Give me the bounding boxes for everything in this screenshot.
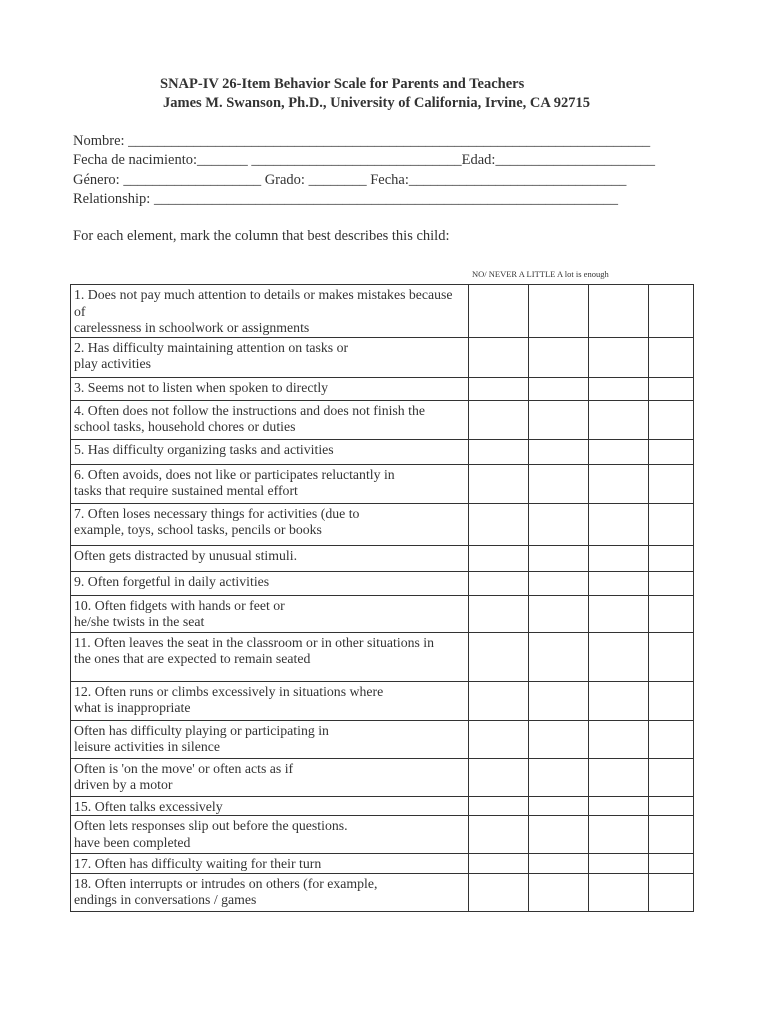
respondent-fields <box>73 132 693 209</box>
rating-cell[interactable] <box>589 571 649 595</box>
rating-cell[interactable] <box>469 595 529 632</box>
table-row <box>71 796 694 816</box>
field-relationship[interactable]: Relationship: ________________________________________________________________ <box>73 190 618 207</box>
item-text <box>71 377 469 400</box>
item-line-1: 18. Often interrupts or intrudes on others (for example, <box>74 875 378 891</box>
item-line-1: 1. Does not pay much attention to details or makes mistakes because of <box>74 287 453 319</box>
rating-cell[interactable] <box>529 545 589 571</box>
table-row <box>71 545 694 571</box>
form-title <box>160 75 590 113</box>
item-line-1: 15. Often talks excessively <box>74 798 223 814</box>
rating-cell[interactable] <box>649 816 694 854</box>
rating-cell[interactable] <box>469 400 529 439</box>
rating-cell[interactable] <box>529 285 589 338</box>
title-line-1: SNAP-IV 26-Item Behavior Scale for Parents and Teachers <box>160 76 525 92</box>
behavior-scale-table <box>70 284 694 912</box>
rating-cell[interactable] <box>529 873 589 911</box>
rating-cell[interactable] <box>529 854 589 874</box>
rating-cell[interactable] <box>529 595 589 632</box>
rating-cell[interactable] <box>649 873 694 911</box>
table-row <box>71 816 694 854</box>
rating-cell[interactable] <box>649 337 694 377</box>
item-line-1: Often has difficulty playing or participating in <box>74 722 329 738</box>
item-text <box>71 758 469 796</box>
item-line-2: carelessness in schoolwork or assignments <box>74 320 310 335</box>
rating-cell[interactable] <box>589 595 649 632</box>
item-text <box>71 439 469 464</box>
rating-cell[interactable] <box>589 400 649 439</box>
rating-cell[interactable] <box>649 503 694 545</box>
rating-cell[interactable] <box>529 503 589 545</box>
table-row <box>71 439 694 464</box>
rating-cell[interactable] <box>589 816 649 854</box>
rating-cell[interactable] <box>469 439 529 464</box>
rating-cell[interactable] <box>469 796 529 816</box>
item-line-1: 7. Often loses necessary things for activities (due to <box>74 505 360 521</box>
item-line-2: leisure activities in silence <box>74 739 220 754</box>
rating-cell[interactable] <box>649 464 694 503</box>
table-row <box>71 337 694 377</box>
rating-cell[interactable] <box>589 854 649 874</box>
rating-cell[interactable] <box>529 681 589 720</box>
table-row <box>71 464 694 503</box>
rating-cell[interactable] <box>589 503 649 545</box>
rating-cell[interactable] <box>589 337 649 377</box>
rating-cell[interactable] <box>649 758 694 796</box>
rating-cell[interactable] <box>529 337 589 377</box>
table-row <box>71 758 694 796</box>
item-line-2: tasks that require sustained mental effort <box>74 483 298 498</box>
rating-cell[interactable] <box>529 571 589 595</box>
table-row <box>71 400 694 439</box>
rating-cell[interactable] <box>649 285 694 338</box>
rating-cell[interactable] <box>469 377 529 400</box>
item-text <box>71 796 469 816</box>
table-row <box>71 632 694 681</box>
rating-cell[interactable] <box>469 545 529 571</box>
item-line-1: 9. Often forgetful in daily activities <box>74 573 270 589</box>
item-line-1: Often lets responses slip out before the questions. <box>74 818 348 833</box>
table-row <box>71 285 694 338</box>
item-line-2: have been completed <box>74 834 191 850</box>
rating-cell[interactable] <box>529 439 589 464</box>
rating-cell[interactable] <box>589 464 649 503</box>
item-line-1: 10. Often fidgets with hands or feet or <box>74 597 285 613</box>
item-text <box>71 873 469 911</box>
rating-cell[interactable] <box>649 439 694 464</box>
rating-cell[interactable] <box>649 720 694 758</box>
rating-cell[interactable] <box>469 720 529 758</box>
table-row <box>71 720 694 758</box>
item-text <box>71 571 469 595</box>
rating-cell[interactable] <box>469 571 529 595</box>
field-name[interactable]: Nombre: ________________________________________________________________________ <box>73 133 651 149</box>
rating-cell[interactable] <box>589 632 649 681</box>
item-line-2: example, toys, school tasks, pencils or books <box>74 522 322 537</box>
item-line-2: school tasks, household chores or duties <box>74 419 296 434</box>
rating-cell[interactable] <box>649 796 694 816</box>
rating-cell[interactable] <box>649 377 694 400</box>
rating-cell[interactable] <box>529 400 589 439</box>
item-text <box>71 464 469 503</box>
column-headers: NO/ NEVER A LITTLE A lot is enough <box>472 269 609 279</box>
rating-cell[interactable] <box>529 632 589 681</box>
rating-cell[interactable] <box>469 758 529 796</box>
title-line-2: James M. Swanson, Ph.D., University of California, Irvine, CA 92715 <box>163 95 590 111</box>
item-line-1: Often is 'on the move' or often acts as if <box>74 760 294 776</box>
item-text <box>71 720 469 758</box>
rating-cell[interactable] <box>649 571 694 595</box>
rating-cell[interactable] <box>469 464 529 503</box>
rating-cell[interactable] <box>649 632 694 681</box>
rating-cell[interactable] <box>469 873 529 911</box>
item-text <box>71 337 469 377</box>
item-line-1: 12. Often runs or climbs excessively in situations where <box>74 683 384 699</box>
item-line-2: the ones that are expected to remain seated <box>74 651 311 666</box>
item-line-2: endings in conversations / games <box>74 892 257 907</box>
rating-cell[interactable] <box>469 854 529 874</box>
item-text <box>71 285 469 338</box>
rating-cell[interactable] <box>469 503 529 545</box>
table-row <box>71 377 694 400</box>
item-line-1: 17. Often has difficulty waiting for their turn <box>74 856 322 871</box>
rating-cell[interactable] <box>589 720 649 758</box>
rating-cell[interactable] <box>589 796 649 816</box>
item-text <box>71 400 469 439</box>
item-line-2: play activities <box>74 356 152 371</box>
item-line-1: Often gets distracted by unusual stimuli. <box>74 547 298 563</box>
item-text <box>71 503 469 545</box>
item-text <box>71 681 469 720</box>
item-line-1: 2. Has difficulty maintaining attention on tasks or <box>74 339 349 355</box>
item-line-1: 5. Has difficulty organizing tasks and activities <box>74 441 334 457</box>
rating-cell[interactable] <box>589 758 649 796</box>
item-text <box>71 816 469 854</box>
rating-cell[interactable] <box>529 464 589 503</box>
field-birthdate-age[interactable]: Fecha de nacimiento:_______ _____________________________Edad:______________________ <box>73 152 655 169</box>
rating-cell[interactable] <box>649 545 694 571</box>
table-row <box>71 854 694 874</box>
item-line-1: 6. Often avoids, does not like or participates reluctantly in <box>74 466 395 482</box>
item-line-1: 3. Seems not to listen when spoken to directly <box>74 379 329 395</box>
rating-cell[interactable] <box>649 595 694 632</box>
table-row <box>71 873 694 911</box>
rating-cell[interactable] <box>529 758 589 796</box>
rating-cell[interactable] <box>589 285 649 338</box>
rating-cell[interactable] <box>469 285 529 338</box>
rating-cell[interactable] <box>469 337 529 377</box>
item-text <box>71 854 469 874</box>
rating-cell[interactable] <box>649 400 694 439</box>
rating-cell[interactable] <box>469 681 529 720</box>
table-row <box>71 595 694 632</box>
item-line-2: he/she twists in the seat <box>74 614 205 629</box>
item-line-1: 4. Often does not follow the instructions and does not finish the <box>74 402 426 418</box>
rating-cell[interactable] <box>589 439 649 464</box>
rating-cell[interactable] <box>649 854 694 874</box>
field-gender-grade-date[interactable]: Género: ___________________ Grado: ________ Fecha:______________________________ <box>73 171 627 188</box>
rating-cell[interactable] <box>589 377 649 400</box>
rating-cell[interactable] <box>589 681 649 720</box>
item-line-2: driven by a motor <box>74 777 173 792</box>
rating-cell[interactable] <box>469 632 529 681</box>
rating-cell[interactable] <box>529 816 589 854</box>
rating-cell[interactable] <box>649 681 694 720</box>
table-row <box>71 503 694 545</box>
rating-cell[interactable] <box>529 377 589 400</box>
table-row <box>71 681 694 720</box>
item-line-1: 11. Often leaves the seat in the classroom or in other situations in <box>74 634 435 650</box>
item-text <box>71 632 469 681</box>
rating-cell[interactable] <box>529 720 589 758</box>
item-text <box>71 595 469 632</box>
instruction-text: For each element, mark the column that best describes this child: <box>73 228 450 244</box>
rating-cell[interactable] <box>589 873 649 911</box>
rating-cell[interactable] <box>589 545 649 571</box>
rating-cell[interactable] <box>469 816 529 854</box>
rating-cell[interactable] <box>529 796 589 816</box>
table-row <box>71 571 694 595</box>
item-text <box>71 545 469 571</box>
item-line-2: what is inappropriate <box>74 700 191 715</box>
